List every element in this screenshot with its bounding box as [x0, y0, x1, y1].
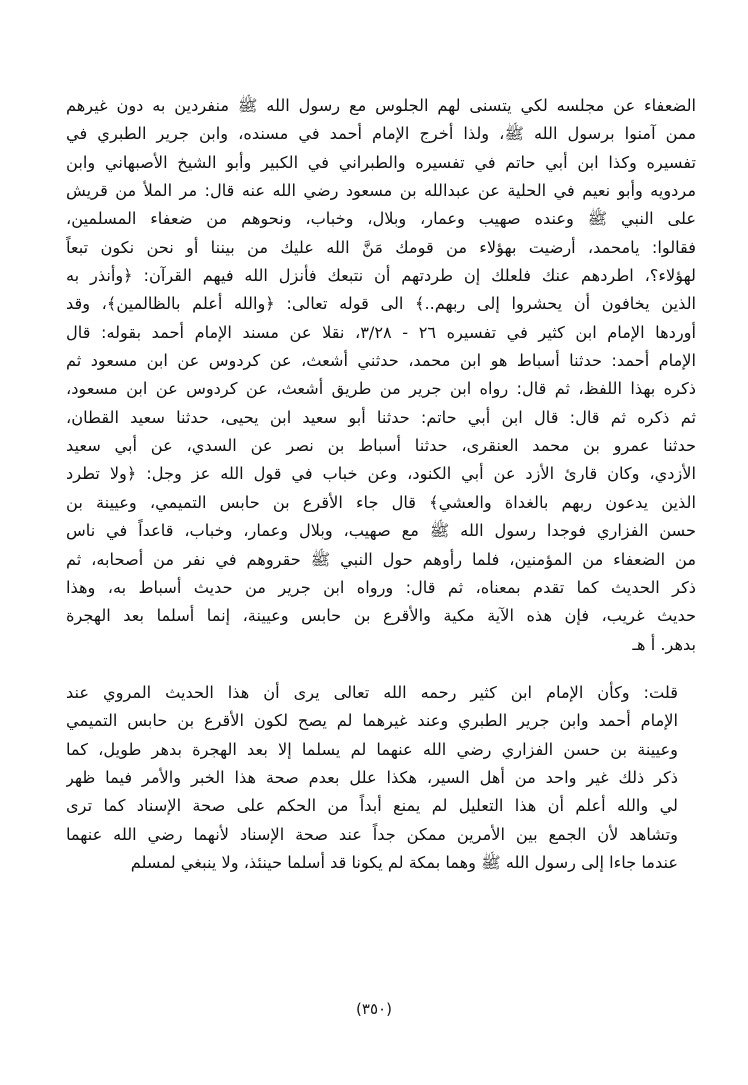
text-line: بدهر. أ هـ — [632, 634, 696, 654]
paragraph-2 — [66, 679, 696, 877]
text-line: ممن آمنوا برسول الله ﷺ، ولذا أخرج الإمام أحمد في مسنده، وابن جرير الطبري في — [66, 124, 696, 144]
text-line: لي والله أعلم أن هذا التعليل لم يمنع أبداً من الحكم على صحة الإسناد كما ترى — [66, 796, 678, 816]
text-line: حديث غريب، فإن هذه الآية مكية والأقرع بن حابس وعيينة، إنما أسلما بعد الهجرة — [66, 606, 696, 626]
text-line: حسن الفزاري فوجدا رسول الله ﷺ مع صهيب، وبلال وعمار، وخباب، قاعداً في ناس — [66, 521, 696, 541]
text-line: من الضعفاء من المؤمنين، فلما رأوهم حول النبي ﷺ حقروهم في نفر من أصحابه، ثم — [66, 549, 696, 569]
text-line: الإمام أحمد: حدثنا أسباط هو ابن محمد، حدثني أشعث، عن كردوس عن ابن مسعود ثم — [66, 351, 696, 371]
text-line: على النبي ﷺ وعنده صهيب وعمار، وبلال، وخباب، ونحوهم من ضعفاء المسلمين، — [66, 209, 696, 229]
text-line: فقالوا: يامحمد، أرضيت بهؤلاء من قومك مَنَّ الله عليك من بيننا أو نحن نكون تبعاً — [66, 237, 696, 257]
text-line: وعيينة بن حسن الفزاري رضي الله عنهما لم يسلما إلا بعد الهجرة بدهر طويل، كما — [66, 739, 678, 759]
page-number: (٣٥٠) — [356, 1000, 392, 1018]
page-body — [66, 92, 696, 877]
paragraph-1 — [66, 92, 696, 659]
text-line: تفسيره وكذا ابن أبي حاتم في تفسيره والطبراني في الكبير وأبو الشيخ الأصبهاني وابن — [66, 152, 696, 172]
text-line: ذكره بهذا اللفظ، ثم قال: رواه ابن جرير من طريق أشعث، عن كردوس عن ابن مسعود، — [66, 379, 696, 399]
text-line: ثم ذكره ثم قال: قال ابن أبي حاتم: حدثنا أبو سعيد ابن يحيى، حدثنا سعيد القطان، — [66, 407, 696, 427]
text-line: قلت: وكأن الإمام ابن كثير رحمه الله تعالى يرى أن هذا الحديث المروي عند — [66, 682, 678, 702]
text-line: الذين يدعون ربهم بالغداة والعشي﴾ قال جاء الأقرع بن حابس التميمي، وعيينة بن — [66, 492, 696, 512]
paragraph-gap — [66, 659, 696, 679]
text-line: الإمام أحمد وابن جرير الطبري وعند غيرهما لم يصح لكون الأقرع بن حابس التميمي — [66, 711, 678, 731]
text-line: وتشاهد لأن الجمع بين الأمرين ممكن جداً عند صحة الإسناد لأنهما رضي الله عنهما — [66, 824, 678, 844]
text-line: حدثنا عمرو بن محمد العنقرى، حدثنا أسباط بن نصر عن السدي، عن أبي سعيد — [66, 436, 696, 456]
text-line: الأزدي، وكان قارئ الأزد عن أبي الكنود، وعن خباب في قول الله عز وجل: ﴿ولا تطرد — [66, 464, 696, 484]
text-line: أوردها الإمام ابن كثير في تفسيره ٢٦ - ٣/٢٨، نقلا عن مسند الإمام أحمد بقوله: قال — [66, 322, 696, 342]
text-line: الذين يخافون أن يحشروا إلى ربهم..﴾ الى قوله تعالى: ﴿والله أعلم بالظالمين﴾، وقد — [66, 294, 696, 314]
text-line: عندما جاءا إلى رسول الله ﷺ وهما بمكة لم يكونا قد أسلما حينئذ، ولا ينبغي لمسلم — [130, 852, 678, 872]
text-line: الضعفاء عن مجلسه لكي يتسنى لهم الجلوس مع رسول الله ﷺ منفردين به دون غيرهم — [66, 96, 696, 115]
text-line: ذكر ذلك غير واحد من أهل السير، هكذا علل بعدم صحة هذا الخبر والأمر فيما ظهر — [66, 767, 678, 787]
text-line: ذكر الحديث كما تقدم بمعناه، ثم قال: ورواه ابن جرير من حديث أسباط به، وهذا — [66, 577, 696, 597]
text-line: مردويه وأبو نعيم في الحلية عن عبدالله بن مسعود رضي الله عنه قال: مر الملأ من قريش — [66, 181, 696, 201]
text-line: لهؤلاء؟، اطردهم عنك فلعلك إن طردتهم أن نتبعك فأنزل الله فيهم القرآن: ﴿وأنذر به — [66, 266, 696, 286]
